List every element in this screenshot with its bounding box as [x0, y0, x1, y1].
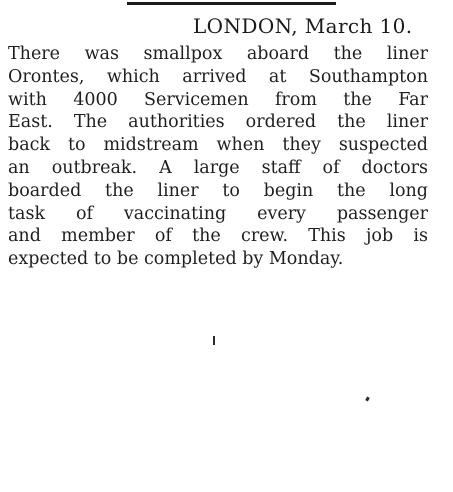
article-line: East. The authorities ordered the liner: [8, 112, 428, 133]
article-line: back to midstream when they suspected: [8, 135, 428, 156]
header-rule: [127, 2, 336, 5]
article-line: an outbreak. A large staff of doctors: [8, 157, 428, 178]
dateline: LONDON, March 10.: [193, 14, 413, 38]
article-line: and member of the crew. This job is: [8, 226, 428, 247]
article-line: boarded the liner to begin the long: [8, 180, 428, 201]
article-line: task of vaccinating every passenger: [8, 203, 428, 224]
article-body: [8, 43, 428, 271]
article-line: There was smallpox aboard the liner: [8, 44, 428, 64]
article-line: expected to be completed by Monday.: [8, 249, 344, 270]
article-line: Orontes, which arrived at Southampton: [8, 66, 428, 87]
article-line: with 4000 Servicemen from the Far: [8, 89, 428, 110]
print-speck: [365, 397, 370, 402]
print-speck: [213, 336, 215, 345]
